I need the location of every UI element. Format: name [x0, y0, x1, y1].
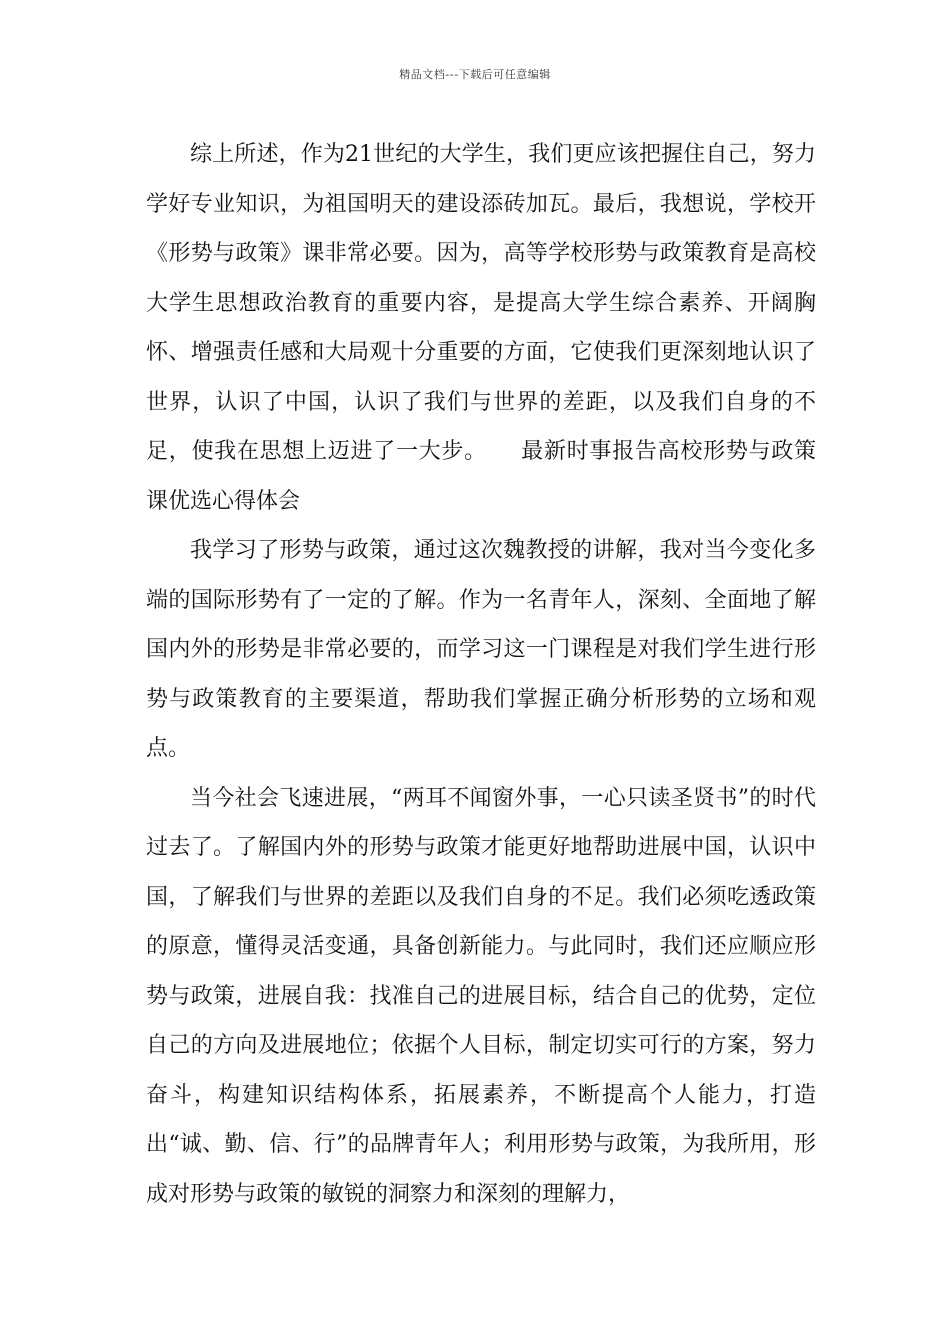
paragraph-summary: 综上所述，作为21世纪的大学生，我们更应该把握住自己，努力学好专业知识，为祖国明天的建设添砖加瓦。最后，我想说，学校开《形势与政策》课非常必要。因为，高等学校形势与政策教育是高校大学生思想政治教育的重要内容，是提高大学生综合素养、开阔胸怀、增强责任感和大局观十分重要的方面，它使我们更深刻地认识了世界，认识了中国，认识了我们与世界的差距，以及我们自身的不足，使我在思想上迈进了一大步。 最新时事报告高校形势与政策课优选心得体会 [146, 142, 816, 514]
paragraph-society: 当今社会飞速进展，“两耳不闻窗外事，一心只读圣贤书”的时代过去了。了解国内外的形势与政策才能更好地帮助进展中国，认识中国，了解我们与世界的差距以及我们自身的不足。我们必须吃透政策的原意，懂得灵活变通，具备创新能力。与此同时，我们还应顺应形势与政策，进展自我：找准自己的进展目标，结合自己的优势，定位自己的方向及进展地位；依据个人目标，制定切实可行的方案，努力奋斗，构建知识结构体系，拓展素养，不断提高个人能力，打造出“诚、勤、信、行”的品牌青年人；利用形势与政策，为我所用，形成对形势与政策的敏锐的洞察力和深刻的理解力， [146, 785, 816, 1207]
page-header: 精品文档---下载后可任意编辑 [399, 68, 551, 81]
document-body [146, 130, 816, 1219]
paragraph-learning: 我学习了形势与政策，通过这次魏教授的讲解，我对当今变化多端的国际形势有了一定的了解。作为一名青年人，深刻、全面地了解国内外的形势是非常必要的，而学习这一门课程是对我们学生进行形势与政策教育的主要渠道，帮助我们掌握正确分析形势的立场和观点。 [146, 538, 816, 761]
